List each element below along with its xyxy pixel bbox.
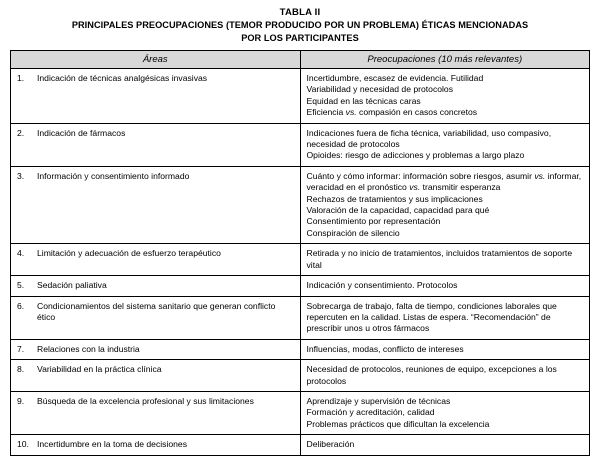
table-header-row: [11, 51, 590, 69]
area-cell: [11, 360, 301, 392]
table-row: [11, 435, 590, 455]
table-row: [11, 166, 590, 243]
area-label: Relaciones con la industria: [37, 343, 140, 354]
row-number: 9.: [17, 395, 25, 406]
area-label: Búsqueda de la excelencia profesional y sus limitaciones: [37, 395, 254, 406]
table-row: [11, 244, 590, 276]
concerns-cell: [300, 391, 590, 434]
concern-item: Deliberación: [306, 439, 355, 450]
row-number: 4.: [17, 248, 25, 259]
concern-item: Cuánto y cómo informar: información sobre riesgos, asumir vs. informar, veracidad en el pronóstico vs. transmitir esperanza: [306, 170, 582, 193]
concern-item: Incertidumbre, escasez de evidencia. Futilidad: [306, 73, 484, 83]
area-label: Indicación de fármacos: [37, 127, 126, 138]
table-row: [11, 69, 590, 124]
table-caption: [10, 6, 590, 45]
row-number: 10.: [17, 439, 29, 450]
concern-item: Variabilidad y necesidad de protocolos: [306, 84, 454, 95]
row-number: 2.: [17, 127, 25, 138]
table-row: [11, 296, 590, 339]
area-cell: [11, 391, 301, 434]
table-number: TABLA II: [279, 7, 321, 18]
area-cell: [11, 435, 301, 455]
area-label: Condicionamientos del sistema sanitario que generan conflicto ético: [37, 300, 276, 322]
table-body: [11, 69, 590, 456]
concerns-cell: [300, 296, 590, 339]
table-row: [11, 360, 590, 392]
row-number: 1.: [17, 73, 25, 83]
concerns-cell: [300, 276, 590, 296]
area-cell: [11, 69, 301, 124]
concern-item: Indicaciones fuera de ficha técnica, variabilidad, uso compasivo, necesidad de protocolos: [306, 127, 552, 150]
area-cell: [11, 339, 301, 359]
row-number: 5.: [17, 280, 25, 291]
concern-item: Indicación y consentimiento. Protocolos: [306, 280, 458, 291]
area-cell: [11, 123, 301, 166]
area-cell: [11, 276, 301, 296]
row-number: 8.: [17, 364, 25, 375]
table-row: [11, 123, 590, 166]
concern-item: Opioides: riesgo de adicciones y problemas a largo plazo: [306, 150, 525, 161]
concern-item: Necesidad de protocolos, reuniones de equipo, excepciones a los protocolos: [306, 364, 557, 386]
concern-item: Eficiencia vs. compasión en casos concretos: [306, 107, 478, 118]
concern-item: Conspiración de silencio: [306, 227, 400, 238]
area-label: Indicación de técnicas analgésicas invasivas: [37, 73, 208, 83]
area-label: Información y consentimiento informado: [37, 170, 190, 181]
table-title-line-1: PRINCIPALES PREOCUPACIONES (TEMOR PRODUCIDO POR UN PROBLEMA) ÉTICAS MENCIONADAS: [71, 20, 529, 30]
concern-item: Formación y acreditación, calidad: [306, 407, 435, 418]
concerns-table: [10, 50, 590, 456]
area-cell: [11, 166, 301, 243]
concerns-cell: [300, 123, 590, 166]
concern-item: Rechazos de tratamientos y sus implicaciones: [306, 193, 483, 204]
table-row: [11, 339, 590, 359]
column-header-areas: Áreas: [11, 51, 301, 69]
area-label: Sedación paliativa: [37, 280, 107, 291]
row-number: 7.: [17, 343, 25, 354]
concern-item: Valoración de la capacidad, capacidad para qué: [306, 205, 490, 216]
area-label: Incertidumbre en la toma de decisiones: [37, 439, 187, 450]
concern-item: Retirada y no inicio de tratamientos, incluidos tratamientos de soporte vital: [306, 248, 573, 270]
area-cell: [11, 296, 301, 339]
concerns-cell: [300, 244, 590, 276]
row-number: 3.: [17, 170, 25, 181]
concern-item: Consentimiento por representación: [306, 216, 441, 227]
row-number: 6.: [17, 300, 25, 311]
table-row: [11, 276, 590, 296]
concerns-cell: [300, 166, 590, 243]
concern-item: Equidad en las técnicas caras: [306, 95, 421, 106]
column-header-preocupaciones: Preocupaciones (10 más relevantes): [300, 51, 590, 69]
concern-item: Aprendizaje y supervisión de técnicas: [306, 395, 451, 406]
concerns-cell: [300, 360, 590, 392]
table-head: [11, 51, 590, 69]
concern-item: Sobrecarga de trabajo, falta de tiempo, condiciones laborales que repercuten en la calidad. Listas de espera. “Recomendación” de prescribir unos u otros fármacos: [306, 300, 557, 334]
concerns-cell: [300, 69, 590, 124]
area-label: Limitación y adecuación de esfuerzo terapéutico: [37, 248, 221, 259]
table-title-line-2: POR LOS PARTICIPANTES: [241, 33, 359, 43]
concern-item: Problemas prácticos que dificultan la excelencia: [306, 418, 490, 429]
area-label: Variabilidad en la práctica clínica: [37, 364, 162, 375]
area-cell: [11, 244, 301, 276]
concern-item: Influencias, modas, conflicto de intereses: [306, 343, 464, 354]
table-row: [11, 391, 590, 434]
concerns-cell: [300, 435, 590, 455]
concerns-cell: [300, 339, 590, 359]
